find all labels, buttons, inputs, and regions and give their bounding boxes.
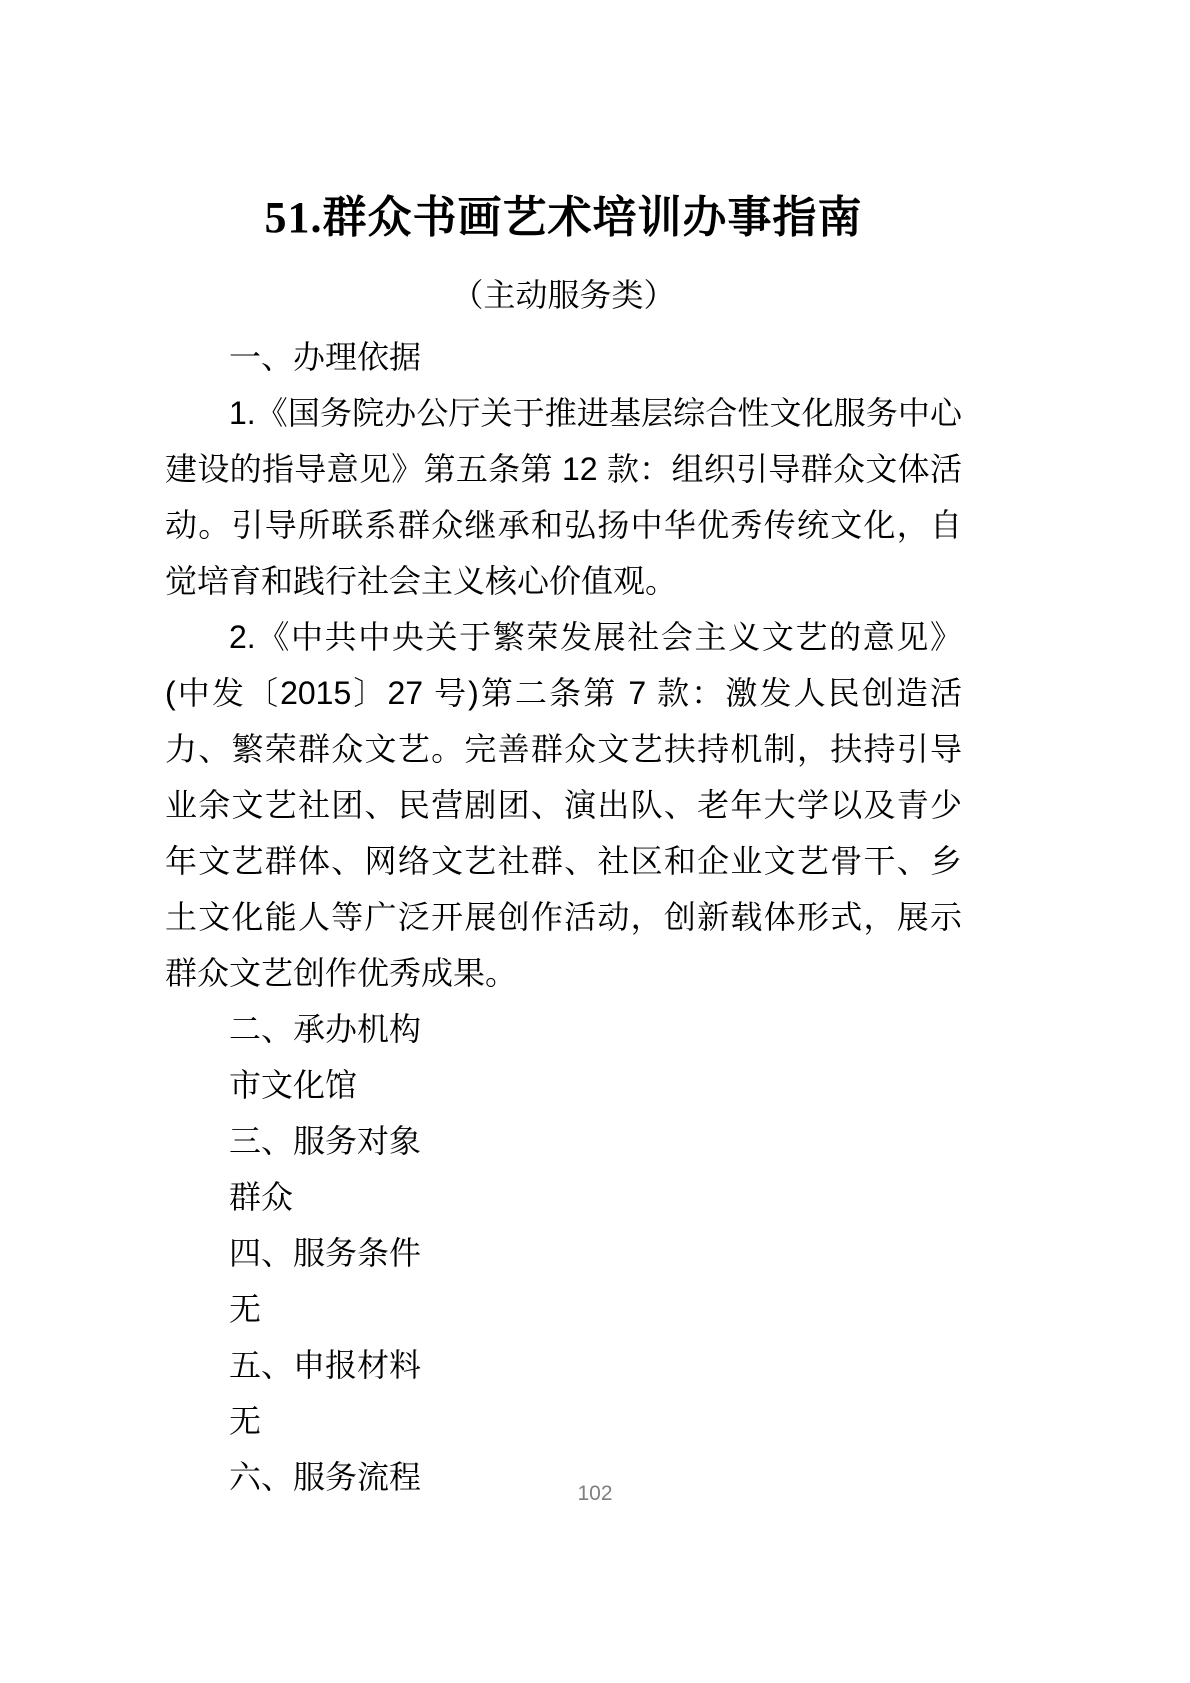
paragraph-service-target-value: 群众 (229, 1178, 294, 1215)
paragraph-legal-basis-1: 1.《国务院办公厅关于推进基层综合性文化服务中心建设的指导意见》第五条第 12 款：组织引导群众文体活动。引导所联系群众继承和弘扬中华优秀传统文化，自觉培育和践行社会主义核心价值观。 (165, 394, 962, 599)
document-content (165, 0, 962, 1505)
paragraph-application-materials-value: 无 (229, 1402, 262, 1439)
section-heading-service-conditions: 四、服务条件 (229, 1234, 422, 1271)
page-title: 51.群众书画艺术培训办事指南 (264, 193, 863, 242)
section-heading-application-materials: 五、申报材料 (229, 1346, 422, 1383)
section-heading-agency: 二、承办机构 (229, 1010, 422, 1047)
page-subtitle: （主动服务类） (451, 276, 676, 313)
section-heading-service-process: 六、服务流程 (229, 1458, 422, 1495)
paragraph-legal-basis-2: 2.《中共中央关于繁荣发展社会主义文艺的意见》(中发〔2015〕27 号)第二条第 7 款：激发人民创造活力、繁荣群众文艺。完善群众文艺扶持机制，扶持引导业余文艺社团、民营剧团、演出队、老年大学以及青少年文艺群体、网络文艺社群、社区和企业文艺骨干、乡土文化能人等广泛开展创作活动，创新载体形式，展示群众文艺创作优秀成果。 (165, 618, 962, 991)
document-body (165, 329, 962, 1505)
page-number: 102 (577, 1482, 613, 1505)
paragraph-agency-value: 市文化馆 (229, 1066, 358, 1103)
paragraph-service-conditions-value: 无 (229, 1290, 262, 1327)
section-heading-basis: 一、办理依据 (229, 338, 422, 375)
section-heading-service-target: 三、服务对象 (229, 1122, 422, 1159)
